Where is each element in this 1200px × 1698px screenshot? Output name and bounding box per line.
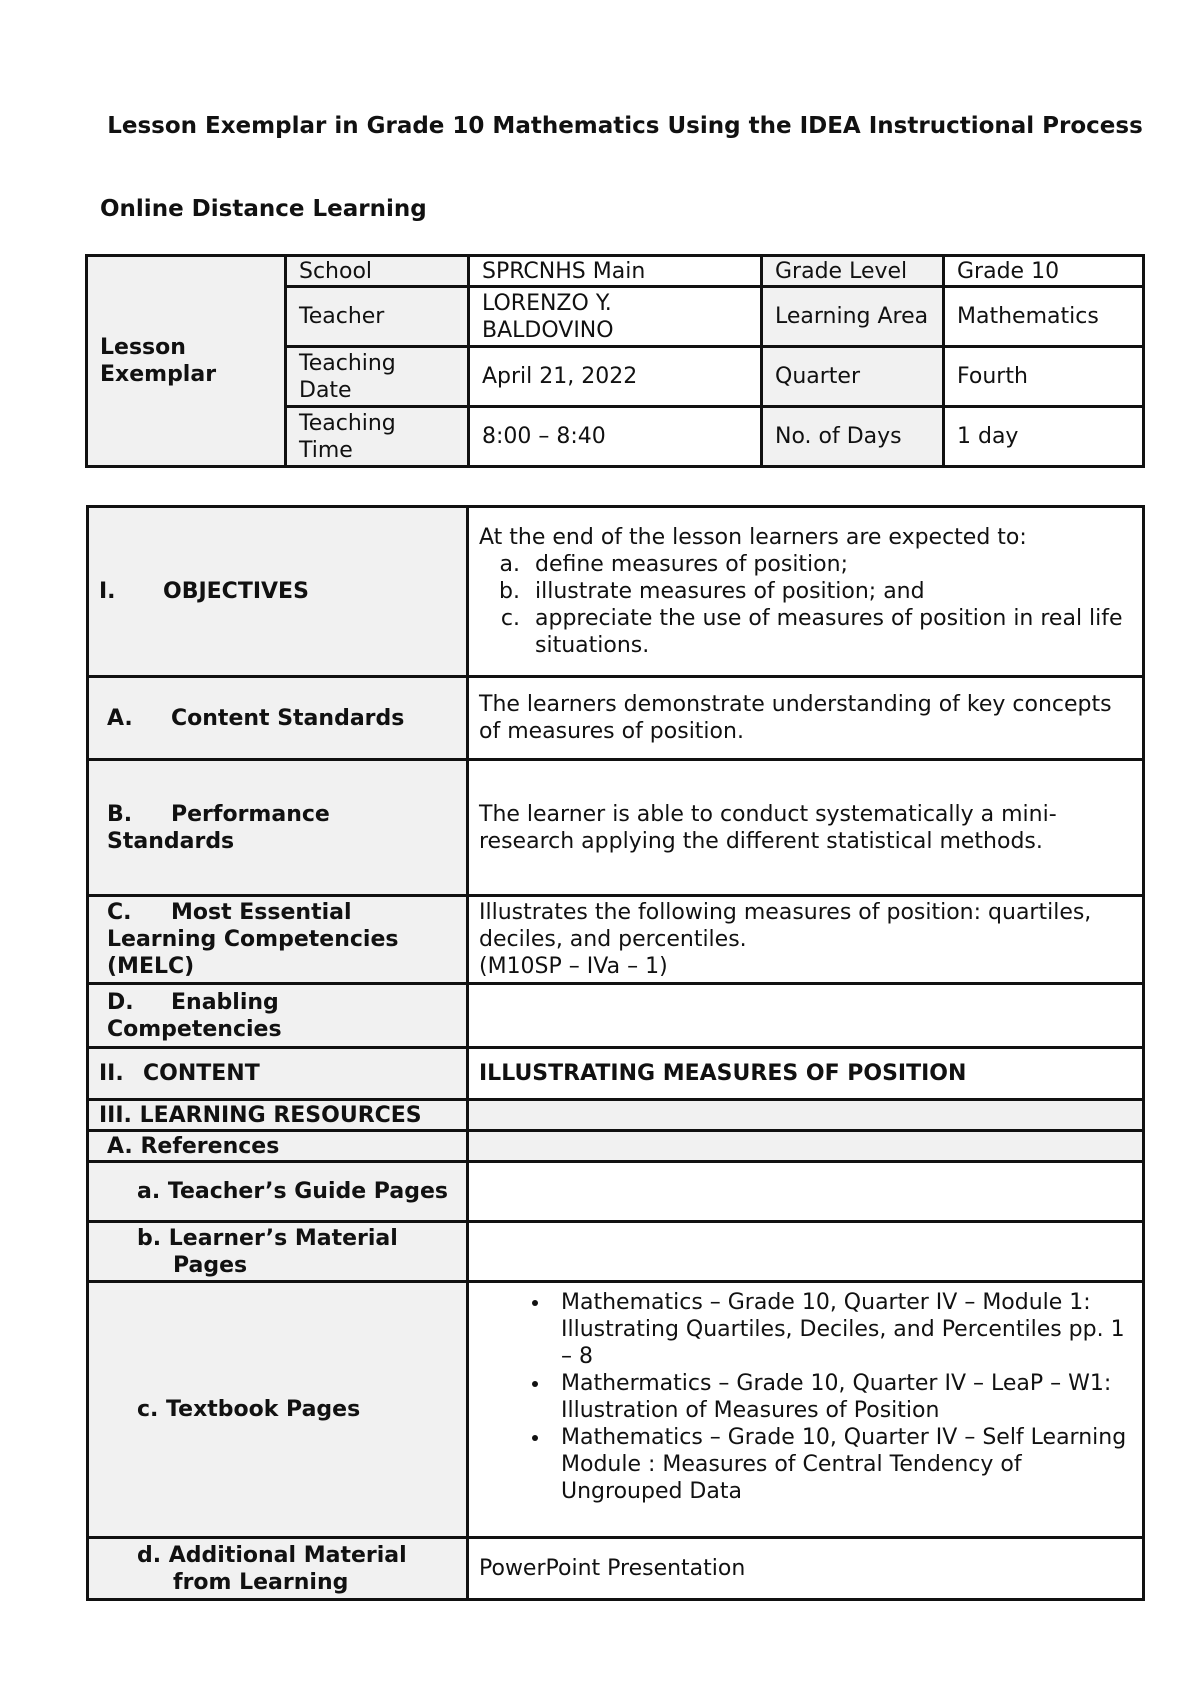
content-label: II. CONTENT [88, 1048, 468, 1100]
melc-row [88, 896, 1144, 984]
additional-material-row [88, 1538, 1144, 1600]
textbook-item: • Mathematics – Grade 10, Quarter IV – Module 1: Illustrating Quartiles, Deciles, and Percentiles pp. 1 – 8 [551, 1289, 1132, 1370]
teaching-time-label: Teaching Time [286, 407, 469, 467]
enabling-text [468, 984, 1144, 1048]
textbook-row [88, 1282, 1144, 1538]
teachers-guide-value [468, 1162, 1144, 1222]
lesson-info-table [85, 254, 1145, 468]
school-label: School [286, 256, 469, 287]
content-standards-text: The learners demonstrate understanding of key concepts of measures of position. [468, 677, 1144, 760]
melc-code: (M10SP – IVa – 1) [479, 954, 668, 979]
page-subtitle: Online Distance Learning [100, 196, 427, 222]
melc-text: Illustrates the following measures of position: quartiles, deciles, and percentiles. [479, 900, 1092, 952]
teaching-time-value: 8:00 – 8:40 [469, 407, 762, 467]
grade-level-value: Grade 10 [944, 256, 1144, 287]
textbook-label: c. Textbook Pages [88, 1282, 468, 1538]
melc-label: C. Most Essential Learning Competencies (MELC) [88, 896, 468, 984]
quarter-value: Fourth [944, 347, 1144, 407]
objectives-content [468, 507, 1144, 677]
learners-material-value [468, 1222, 1144, 1282]
textbook-content [468, 1282, 1144, 1538]
teaching-date-label: Teaching Date [286, 347, 469, 407]
textbook-item: • Mathematics – Grade 10, Quarter IV – Self Learning Module : Measures of Central Tendency of Ungrouped Data [551, 1424, 1132, 1505]
content-standards-label: A. Content Standards [88, 677, 468, 760]
learners-material-label: b. Learner’s Material Pages [88, 1222, 468, 1282]
references-row [88, 1131, 1144, 1162]
learning-area-label: Learning Area [762, 287, 944, 347]
content-standards-row [88, 677, 1144, 760]
objectives-label: I. OBJECTIVES [88, 507, 468, 677]
references-label: A. References [88, 1131, 468, 1162]
learning-resources-label: III. LEARNING RESOURCES [88, 1100, 468, 1131]
content-row [88, 1048, 1144, 1100]
objective-item: a. define measures of position; [527, 551, 1132, 578]
performance-standards-text: The learner is able to conduct systematically a mini-research applying the different statistical methods. [468, 760, 1144, 896]
school-value: SPRCNHS Main [469, 256, 762, 287]
objective-item: b. illustrate measures of position; and [527, 578, 1132, 605]
days-value: 1 day [944, 407, 1144, 467]
info-row [87, 256, 1144, 287]
days-label: No. of Days [762, 407, 944, 467]
learning-resources-row [88, 1100, 1144, 1131]
quarter-label: Quarter [762, 347, 944, 407]
objectives-list [479, 551, 1132, 659]
lesson-exemplar-label: Lesson Exemplar [87, 256, 286, 467]
content-title: ILLUSTRATING MEASURES OF POSITION [468, 1048, 1144, 1100]
melc-content [468, 896, 1144, 984]
objectives-row [88, 507, 1144, 677]
additional-material-text: PowerPoint Presentation [468, 1538, 1144, 1600]
teacher-value: LORENZO Y. BALDOVINO [469, 287, 762, 347]
page-title: Lesson Exemplar in Grade 10 Mathematics Using the IDEA Instructional Process [107, 113, 1143, 139]
teachers-guide-row [88, 1162, 1144, 1222]
references-value [468, 1131, 1144, 1162]
learning-area-value: Mathematics [944, 287, 1144, 347]
textbook-item: • Mathermatics – Grade 10, Quarter IV – LeaP – W1: Illustration of Measures of Position [551, 1370, 1132, 1424]
objectives-intro: At the end of the lesson learners are expected to: [479, 525, 1027, 550]
teacher-label: Teacher [286, 287, 469, 347]
learners-material-row [88, 1222, 1144, 1282]
additional-material-label: d. Additional Material from Learning [88, 1538, 468, 1600]
textbook-list [479, 1289, 1132, 1505]
teachers-guide-label: a. Teacher’s Guide Pages [88, 1162, 468, 1222]
teaching-date-value: April 21, 2022 [469, 347, 762, 407]
learning-resources-value [468, 1100, 1144, 1131]
enabling-label: D. Enabling Competencies [88, 984, 468, 1048]
grade-level-label: Grade Level [762, 256, 944, 287]
lesson-plan-table [86, 505, 1145, 1601]
objective-item: c. appreciate the use of measures of position in real life situations. [527, 605, 1132, 659]
performance-standards-label: B. Performance Standards [88, 760, 468, 896]
enabling-row [88, 984, 1144, 1048]
performance-standards-row [88, 760, 1144, 896]
